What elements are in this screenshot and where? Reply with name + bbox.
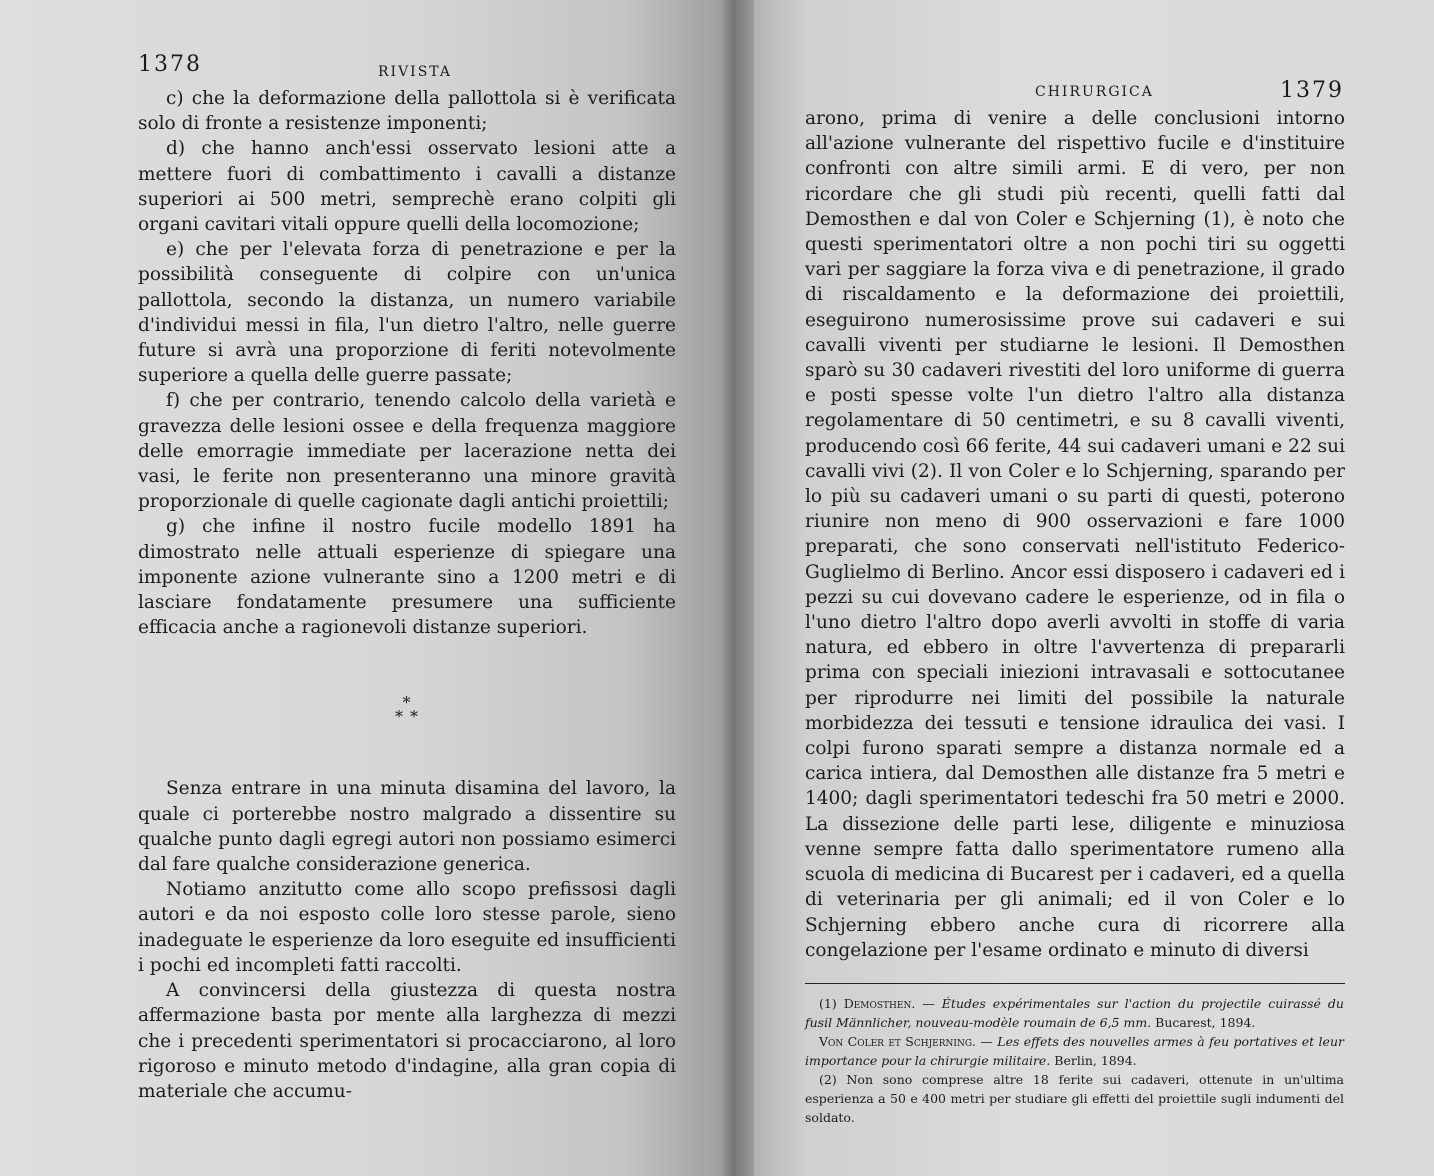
footnote-author: Von Coler et Schjerning. <box>819 1033 976 1049</box>
paragraph: g) che infine il nostro fucile modello 1891 ha dimostrato nelle attuali esperienze di spiegare una imponente azione vulnerante sino a 1200 metri e di lasciare fondatamente presumere una sufficiente efficacia anche a ragionevoli distanze superiori. <box>138 516 676 639</box>
footnote-mark: (1) <box>819 995 837 1011</box>
section-asterism <box>138 693 676 727</box>
left-running-title: RIVISTA <box>378 64 452 80</box>
paragraph: c) che la deformazione della pallottola si è verificata solo di fronte a resistenze imponenti; <box>138 88 676 135</box>
left-page-number: 1378 <box>138 52 202 77</box>
right-body-text <box>805 106 1345 963</box>
right-page <box>735 0 1434 1176</box>
left-body-text <box>138 86 676 1104</box>
right-running-title: CHIRURGICA <box>1035 84 1154 100</box>
paragraph: d) che hanno anch'essi osservato lesioni atte a mettere fuori di combattimento i cavalli a distanze superiori ai 500 metri, semprechè erano colpiti gli organi cavitari vitali oppure quelli della locomozione; <box>138 138 676 236</box>
right-running-head <box>805 72 1344 106</box>
footnote-1 <box>805 994 1344 1032</box>
paragraph: e) che per l'elevata forza di penetrazione e per la possibilità conseguente di colpire con un'unica pallottola, secondo la distanza, un numero variabile d'individui messi in fila, l'un dietro l'altro, nelle guerre future si avrà una proporzione di feriti notevolmente superiore a quella delle guerre passate; <box>138 239 676 387</box>
footnote-tail: Non sono comprese altre 18 ferite sui cadaveri, ottenute in un'ultima esperienza a 50 e 400 metri per studiare gli effetti del proiettile sugli indumenti del soldato. <box>805 1071 1344 1125</box>
footnote-author: Demosthen. <box>843 995 916 1011</box>
footnote-tail: Bucarest, 1894. <box>1155 1014 1256 1030</box>
footnote-2 <box>805 1070 1344 1127</box>
footnote-mark: (2) <box>819 1071 837 1087</box>
footnote-1b <box>805 1032 1344 1070</box>
footnote-dash: — <box>980 1033 993 1049</box>
paragraph: Senza entrare in una minuta disamina del lavoro, la quale ci porterebbe nostro malgrado a dissentire su qualche punto dagli egregi autori non possiamo esimerci dal fare qualche considerazione generica. <box>138 778 676 876</box>
left-running-head <box>138 52 675 86</box>
book-gutter-shadow <box>720 0 754 1176</box>
paragraph: A convincersi della giustezza di questa nostra affermazione basta por mente alla larghezza di mezzi che i precedenti sperimentatori si procacciarono, al loro rigoroso e minuto metodo d'indagine, alla gran copia di materiale che accumu- <box>138 980 676 1102</box>
footnote-title: Études expérimentales sur l'action du projectile cuirassé du fusil Männlicher, nouveau-modèle roumain de 6,5 mm. <box>805 995 1344 1030</box>
asterism-glyph: * * * <box>394 693 420 727</box>
footnotes <box>805 994 1344 1127</box>
footnote-title: Les effets des nouvelles armes à feu portatives et leur importance pour la chirurgie militaire. <box>805 1033 1344 1068</box>
right-page-number: 1379 <box>1280 78 1344 103</box>
footnote-dash: — <box>922 995 935 1011</box>
paragraph: f) che per contrario, tenendo calcolo della varietà e gravezza delle lesioni ossee e della frequenza maggiore delle emorragie immediate per lacerazione netta dei vasi, le ferite non presenteranno una minore gravità proporzionale di quelle cagionate dagli antichi proiettili; <box>138 390 676 513</box>
footnote-rule <box>805 983 1345 984</box>
paragraph: arono, prima di venire a delle conclusioni intorno all'azione vulnerante del rispettivo fucile e d'instituire confronti con altre simili armi. E di vero, per non ricordare che gli studi più recenti, quelli fatti dal Demosthen e dal von Coler e Schjerning (1), è noto che questi sperimentatori oltre a non pochi tiri su oggetti vari per saggiare la forza viva e di penetrazione, il grado di riscaldamento e la deformazione dei proiettili, eseguirono numerosissime prove sui cadaveri e sui cavalli viventi per studiarne le lesioni. Il Demosthen sparò su 30 cadaveri rivestiti del loro uniforme di guerra e posti spesse volte l'un dietro l'altro alla distanza regolamentare di 50 centimetri, e su 8 cavalli viventi, producendo così 66 ferite, 44 sui cadaveri umani e 22 sui cavalli vivi (2). Il von Coler e lo Schjerning, sparando per lo più su cadaveri umani o su parti di questi, poterono riunire non meno di 900 osservazioni e fare 1000 preparati, che sono conservati nell'istituto Federico-Guglielmo di Berlino. Ancor essi disposero i cadaveri ed i pezzi su cui dovevano cadere le esperienze, od in fila o l'uno dietro l'altro dopo averli avvolti in stoffe di varia natura, ed ebbero in oltre l'avvertenza di prepararli prima con speciali iniezioni intravasali e sottocutanee per riprodurre nei limiti del possibile la naturale morbidezza dei tessuti e tensione idraulica dei vasi. I colpi furono sparati sempre a distanza normale ed a carica intiera, dal Demosthen alle distanze fra 5 metri e 1400; dagli sperimentatori tedeschi fra 50 metri e 2000. La dissezione delle parti lese, diligente e minuziosa venne sempre fatta dallo sperimentatore rumeno alla scuola di medicina di Bucarest per i cadaveri, ed a quella di veterinaria per gli animali; ed il von Coler e lo Schjerning ebbero anche cura di ricorrere alla congelazione per l'esame ordinato e minuto di diversi <box>805 108 1345 961</box>
paragraph: Notiamo anzitutto come allo scopo prefissosi dagli autori e da noi esposto colle loro stesse parole, sieno inadeguate le esperienze da loro eseguite ed insufficienti i pochi ed incompleti fatti raccolti. <box>138 879 676 976</box>
footnote-tail: Berlin, 1894. <box>1054 1052 1137 1068</box>
